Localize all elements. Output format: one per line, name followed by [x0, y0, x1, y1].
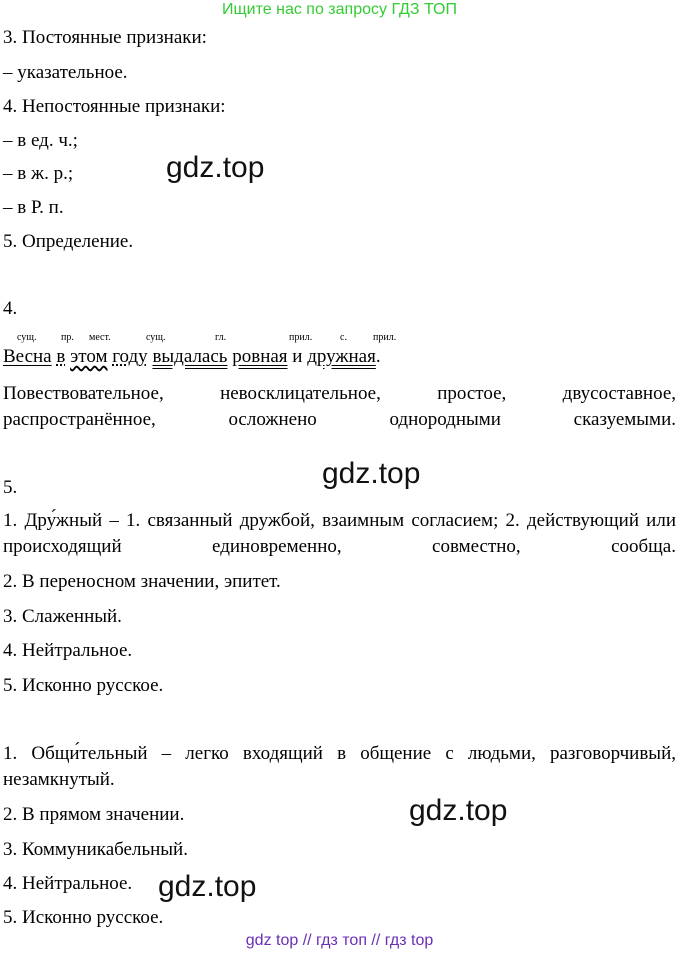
text-line: 3. Слаженный. — [3, 606, 122, 627]
word: этом — [70, 346, 108, 367]
text-line: 5. Определение. — [3, 231, 134, 252]
task-number: 4. — [3, 298, 18, 319]
pos-tag: мест. — [89, 332, 111, 343]
text-line: – в Р. п. — [3, 197, 64, 218]
watermark: gdz.top — [158, 870, 257, 903]
word-definition: 1. Дру́жный – 1. связанный дружбой, взаимным согласием; 2. действующий или происходящий единовременно, совместно, сообща. — [3, 510, 676, 557]
footer-links: gdz top // гдз топ // гдз top — [245, 932, 434, 949]
text-line: 4. Нейтральное. — [3, 873, 133, 894]
text-line: – указательное. — [3, 62, 128, 83]
text-line: 3. Коммуникабельный. — [3, 839, 188, 860]
text-line: 2. В переносном значении, эпитет. — [3, 571, 281, 592]
search-banner: Ищите нас по запросу ГДЗ ТОП — [222, 1, 457, 18]
text-line: 5. Исконно русское. — [3, 907, 164, 928]
subject-word: Весна — [3, 346, 52, 367]
sentence-end: . — [375, 346, 381, 367]
word: и — [292, 346, 303, 367]
part-of-speech-tags — [0, 332, 679, 346]
word-definition: 1. Общи́тельный – легко входящий в общение с людьми, разговорчивый, незамкнутый. — [3, 743, 676, 790]
text-line: 3. Постоянные признаки: — [3, 27, 207, 48]
text-line: 5. Исконно русское. — [3, 675, 164, 696]
text-line: 2. В прямом значении. — [3, 804, 185, 825]
watermark: gdz.top — [409, 794, 508, 827]
predicate-word: ровная — [232, 346, 288, 367]
text-line: 4. Непостоянные признаки: — [3, 96, 226, 117]
text-line: 4. Нейтральное. — [3, 640, 133, 661]
predicate-word: дружная — [307, 346, 376, 367]
text-line: – в ед. ч.; — [3, 130, 78, 151]
word: в — [56, 346, 66, 367]
text-line: – в ж. р.; — [3, 163, 74, 184]
pos-tag: гл. — [215, 332, 227, 343]
parsed-sentence — [3, 345, 381, 369]
pos-tag: сущ. — [17, 332, 37, 343]
pos-tag: прил. — [373, 332, 397, 343]
watermark: gdz.top — [322, 457, 421, 490]
pos-tag: сущ. — [146, 332, 166, 343]
pos-tag: прил. — [289, 332, 313, 343]
pos-tag: с. — [340, 332, 347, 343]
predicate-word: выдалась — [152, 346, 228, 367]
sentence-analysis: Повествовательное, невосклицательное, простое, двусоставное, распространённое, осложнено однородными сказуемыми. — [3, 383, 676, 430]
watermark: gdz.top — [166, 151, 265, 184]
task-number: 5. — [3, 477, 18, 498]
pos-tag: пр. — [61, 332, 74, 343]
word: году — [112, 346, 148, 367]
